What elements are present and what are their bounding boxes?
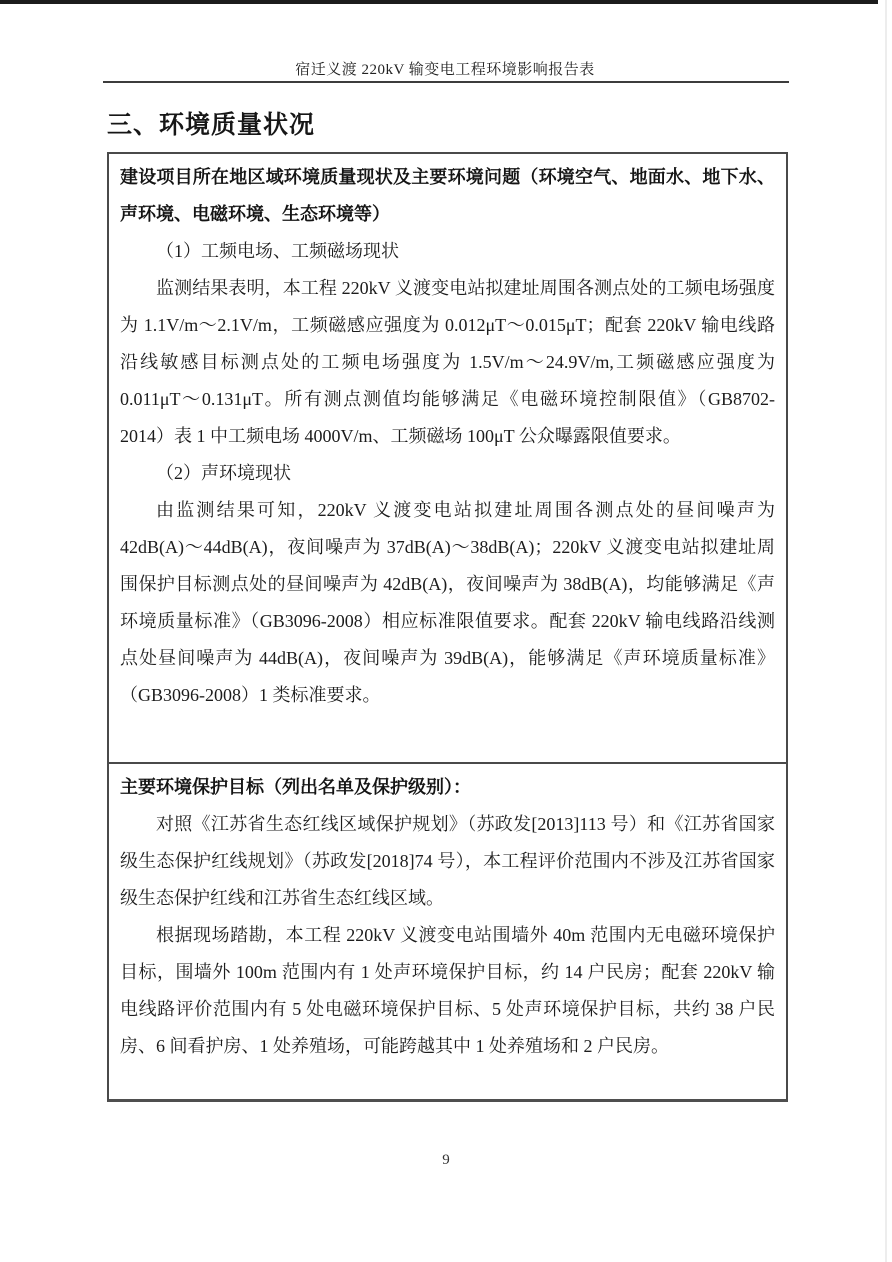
- row1-sub2-title: （2）声环境现状: [156, 463, 291, 483]
- row1-sub2-paragraph: 由监测结果可知，220kV 义渡变电站拟建址周围各测点处的昼间噪声为 42dB(A)～44dB(A)，夜间噪声为 37dB(A)～38dB(A)；220kV 义渡变电站拟建址周围保护目标测点处的昼间噪声为 42dB(A)，夜间噪声为 38dB(A)，均能够满足《声环境质量标准》（GB3096-2008）相应标准限值要求。配套 220kV 输电线路沿线测点处昼间噪声为 44dB(A)，夜间噪声为 39dB(A)，能够满足《声环境质量标准》（GB3096-2008）1 类标准要求。: [120, 500, 775, 705]
- page-number: 9: [442, 1152, 450, 1168]
- table-row-protection-targets: [109, 764, 786, 1099]
- row1-heading: 建设项目所在地区域环境质量现状及主要环境问题（环境空气、地面水、地下水、声环境、电磁环境、生态环境等）: [120, 167, 775, 224]
- section-title: 三、环境质量状况: [107, 111, 316, 139]
- row1-sub1-paragraph: 监测结果表明，本工程 220kV 义渡变电站拟建址周围各测点处的工频电场强度为 1.1V/m～2.1V/m，工频磁感应强度为 0.012μT～0.015μT；配套 220kV 输电线路沿线敏感目标测点处的工频电场强度为 1.5V/m～24.9V/m,工频磁感应强度为 0.011μT～0.131μT。所有测点测值均能够满足《电磁环境控制限值》（GB8702-2014）表 1 中工频电场 4000V/m、工频磁场 100μT 公众曝露限值要求。: [120, 278, 775, 446]
- running-header: 宿迁义渡 220kV 输变电工程环境影响报告表: [295, 62, 595, 78]
- row2-paragraph-1: 对照《江苏省生态红线区域保护规划》（苏政发[2013]113 号）和《江苏省国家级生态保护红线规划》（苏政发[2018]74 号），本工程评价范围内不涉及江苏省国家级生态保护红线和江苏省生态红线区域。: [120, 814, 775, 908]
- row2-heading: 主要环境保护目标（列出名单及保护级别）：: [120, 777, 471, 797]
- report-table: [107, 152, 788, 1102]
- table-row-environment-quality: [109, 154, 786, 764]
- row1-sub1-title: （1）工频电场、工频磁场现状: [156, 241, 399, 261]
- scan-right-edge-artifact: [885, 0, 887, 1262]
- scan-top-edge-artifact: [0, 0, 878, 4]
- row2-paragraph-2: 根据现场踏勘，本工程 220kV 义渡变电站围墙外 40m 范围内无电磁环境保护目标，围墙外 100m 范围内有 1 处声环境保护目标，约 14 户民房；配套 220kV 输电线路评价范围内有 5 处电磁环境保护目标、5 处声环境保护目标，共约 38 户民房、6 间看护房、1 处养殖场，可能跨越其中 1 处养殖场和 2 户民房。: [120, 925, 775, 1056]
- header-rule: [103, 81, 789, 83]
